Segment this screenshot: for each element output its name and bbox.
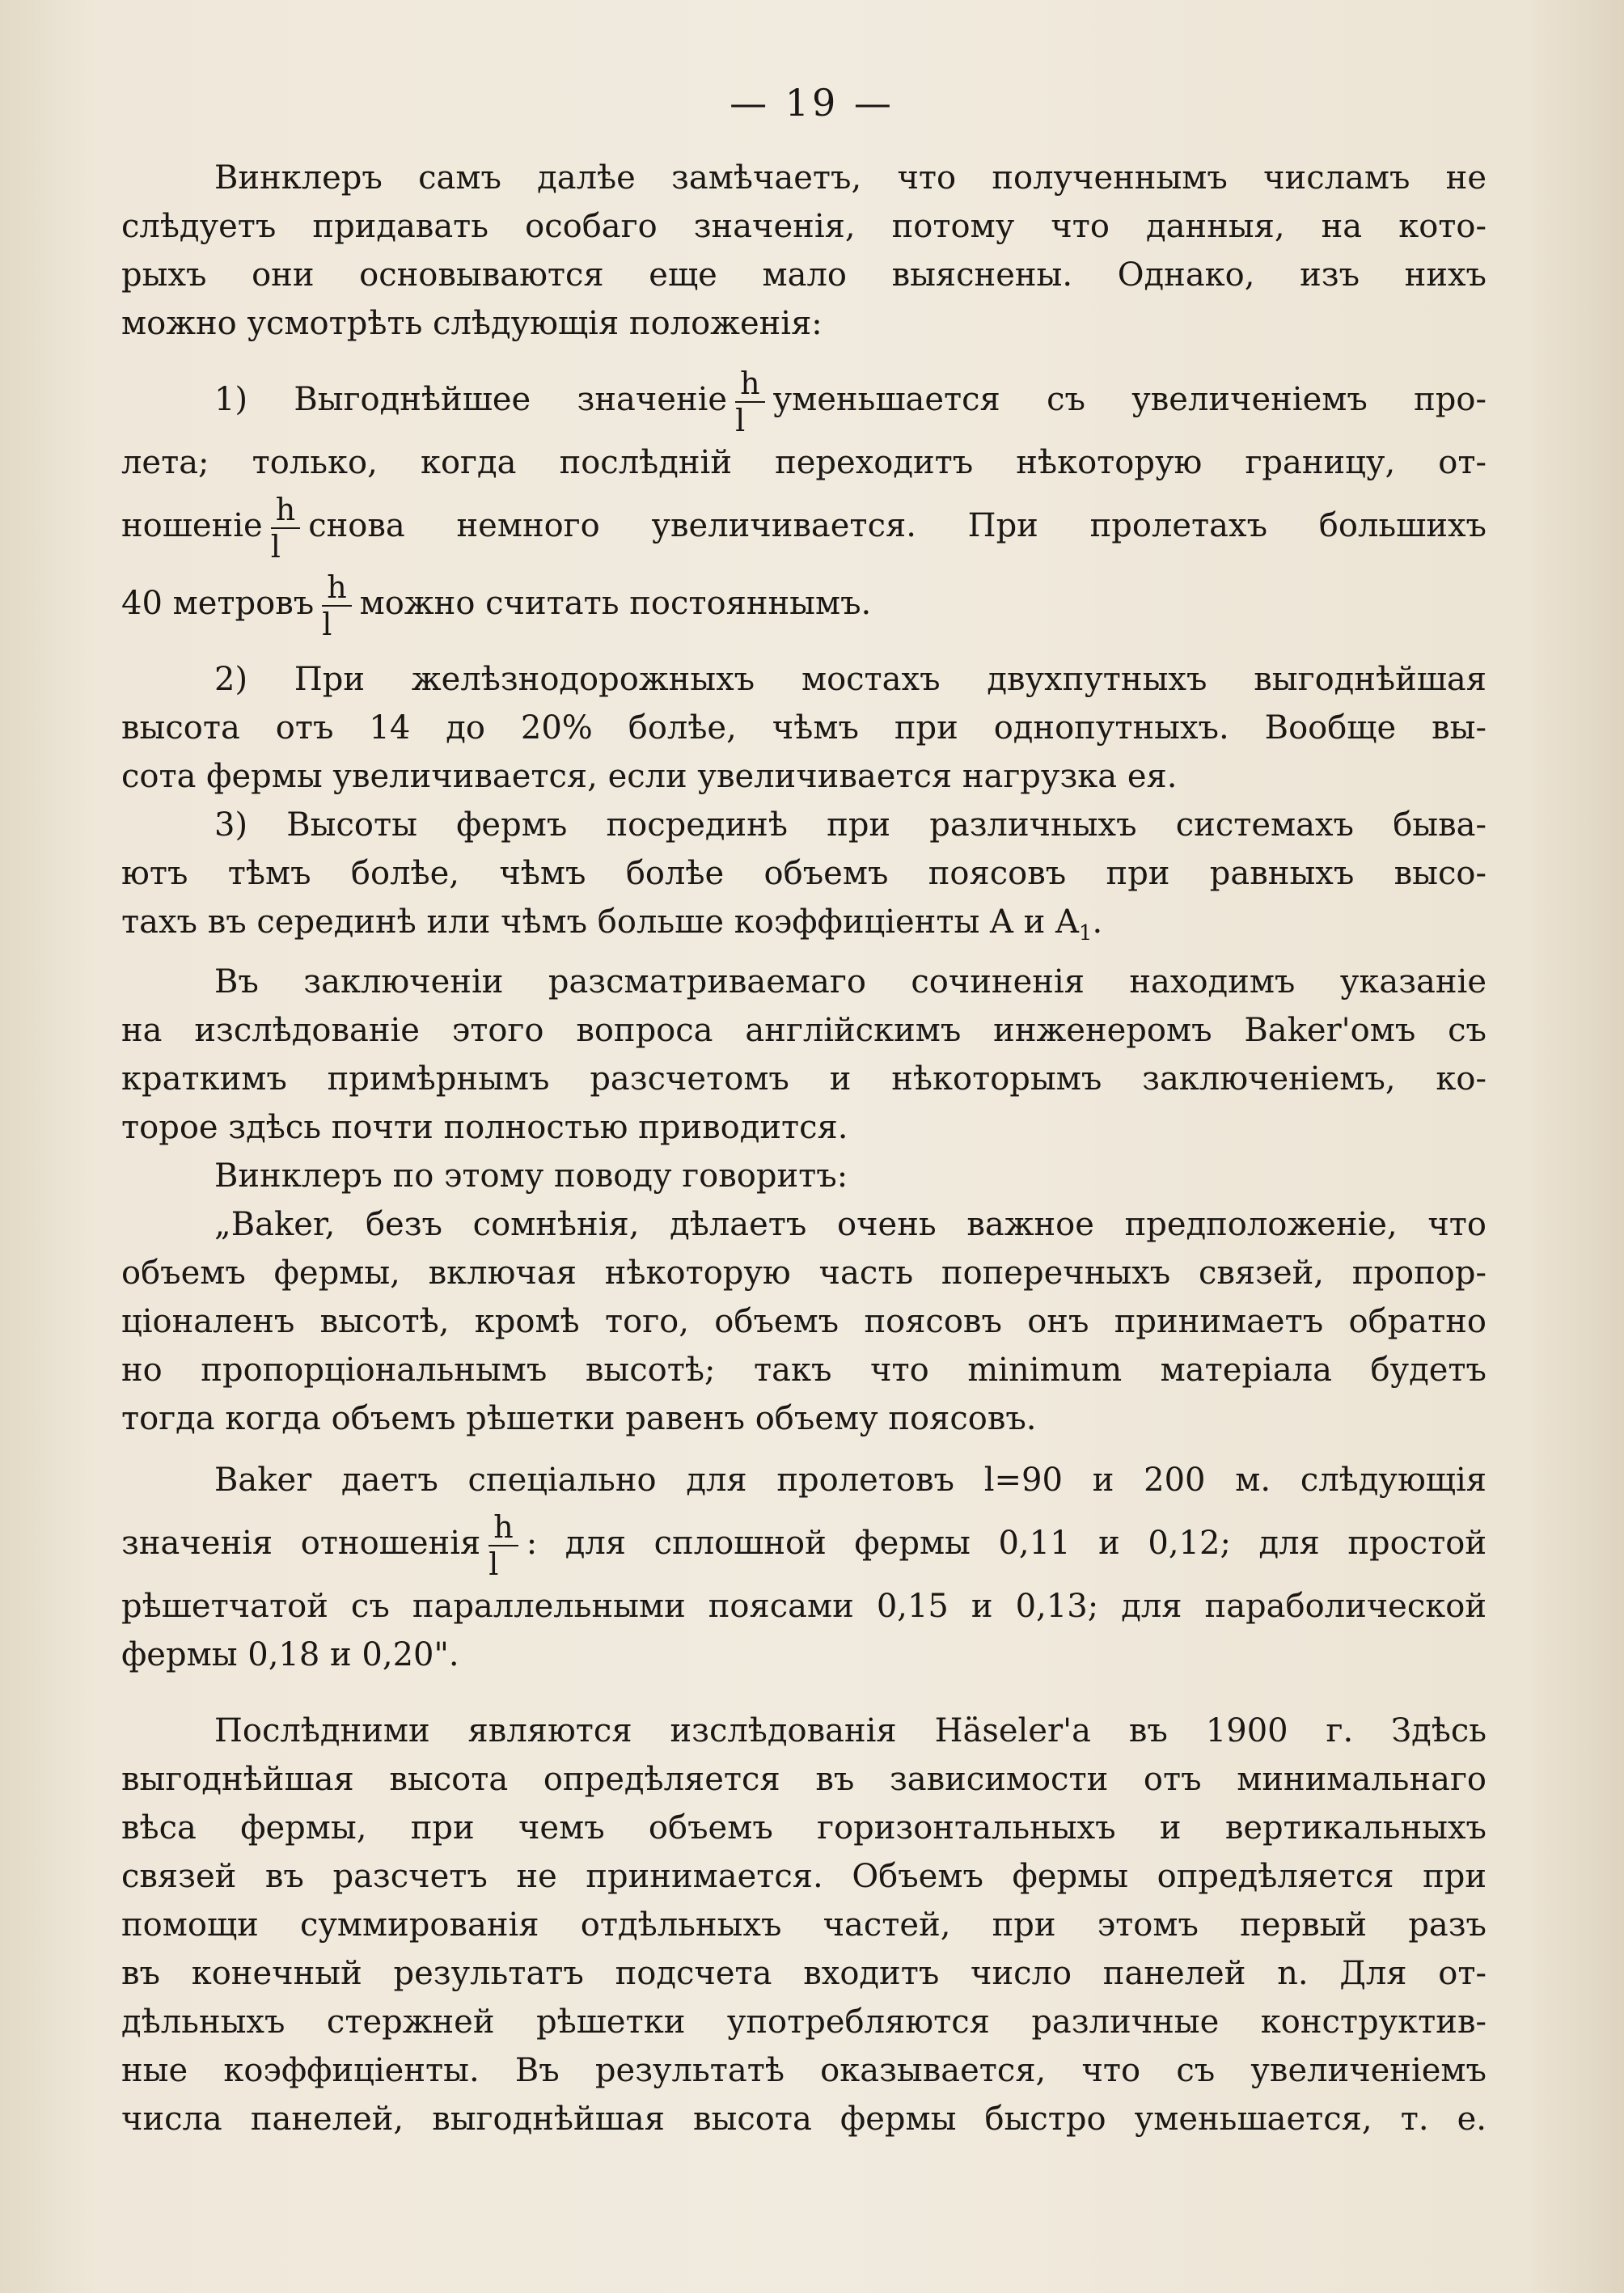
text-line: Винклеръ по этому поводу говоритъ: xyxy=(214,1157,848,1195)
text-line: сота фермы увеличивается, если увеличивается нагрузка ея. xyxy=(121,758,1178,795)
paragraph xyxy=(121,1152,1487,1200)
text-line: дѣльныхъ стержней рѣшетки употребляются различные конструктив- xyxy=(121,2003,1487,2041)
text-span: . xyxy=(1092,903,1103,941)
text-span: тахъ въ серединѣ или чѣмъ больше коэффиціенты A и A xyxy=(121,903,1079,941)
text-line: высота отъ 14 до 20% болѣе, чѣмъ при однопутныхъ. Вообще вы- xyxy=(121,709,1487,747)
fraction-denominator: l xyxy=(270,529,281,565)
text-line: ютъ тѣмъ болѣе, чѣмъ болѣе объемъ поясовъ при равныхъ высо- xyxy=(121,855,1487,892)
paragraph xyxy=(121,958,1487,1152)
fraction-numerator: h xyxy=(735,368,764,403)
text-span: : для сплошной фермы 0,11 и 0,12; для простой xyxy=(526,1525,1487,1562)
fraction-h-over-l xyxy=(270,492,300,565)
text-line: фермы 0,18 и 0,20". xyxy=(121,1636,459,1673)
paragraph xyxy=(121,801,1487,958)
text-line xyxy=(121,487,1487,565)
text-span: можно считать постояннымъ. xyxy=(359,585,872,622)
fraction-numerator: h xyxy=(322,572,351,607)
text-line xyxy=(121,361,1487,438)
fraction-h-over-l xyxy=(488,1509,518,1582)
text-line: слѣдуетъ придавать особаго значенія, потому что данныя, на кото- xyxy=(121,208,1487,245)
text-line: ные коэффиціенты. Въ результатѣ оказывается, что съ увеличеніемъ xyxy=(121,2052,1487,2089)
text-span: значенія отношенія xyxy=(121,1525,481,1562)
text-line: можно усмотрѣть слѣдующія положенія: xyxy=(121,305,823,342)
page-number: — 19 — xyxy=(730,81,894,125)
fraction-denominator: l xyxy=(735,403,746,438)
text-line: Baker даетъ спеціально для пролетовъ l=90 и 200 м. слѣдующія xyxy=(214,1462,1487,1499)
text-line: вѣса фермы, при чемъ объемъ горизонтальныхъ и вертикальныхъ xyxy=(121,1809,1487,1847)
text-line: краткимъ примѣрнымъ разсчетомъ и нѣкоторымъ заключеніемъ, ко- xyxy=(121,1060,1487,1098)
text-line: торое здѣсь почти полностью приводится. xyxy=(121,1109,848,1146)
text-line: Въ заключеніи разсматриваемаго сочиненія находимъ указаніе xyxy=(214,963,1487,1001)
text-line xyxy=(121,565,1487,642)
text-span: снова немного увеличивается. При пролетахъ большихъ xyxy=(308,507,1487,544)
paragraph xyxy=(121,655,1487,801)
text-line: на изслѣдованіе этого вопроса англійскимъ инженеромъ Baker'омъ съ xyxy=(121,1012,1487,1049)
body-text xyxy=(121,154,1487,2143)
text-line xyxy=(121,898,1487,958)
paragraph xyxy=(121,361,1487,642)
text-span: 40 метровъ xyxy=(121,585,315,622)
text-line: рыхъ они основываются еще мало выяснены. Однако, изъ нихъ xyxy=(121,256,1487,294)
text-line: выгоднѣйшая высота опредѣляется въ зависимости отъ минимальнаго xyxy=(121,1761,1487,1798)
text-line: помощи суммированія отдѣльныхъ частей, при этомъ первый разъ xyxy=(121,1906,1487,1944)
fraction-h-over-l xyxy=(735,368,764,436)
text-line: ціоналенъ высотѣ, кромѣ того, объемъ поясовъ онъ принимаетъ обратно xyxy=(121,1303,1487,1340)
text-line: „Baker, безъ сомнѣнія, дѣлаетъ очень важное предположеніе, что xyxy=(214,1206,1487,1243)
text-line: 3) Высоты фермъ посрединѣ при различныхъ системахъ быва- xyxy=(214,806,1487,844)
fraction-h-over-l xyxy=(322,569,351,642)
text-line: числа панелей, выгоднѣйшая высота фермы быстро уменьшается, т. е. xyxy=(121,2101,1487,2138)
text-span: ношеніе xyxy=(121,507,263,544)
text-span: 1) Выгоднѣйшее значеніе xyxy=(214,381,728,418)
text-line: 2) При желѣзнодорожныхъ мостахъ двухпутныхъ выгоднѣйшая xyxy=(214,661,1487,698)
text-line: но пропорціональнымъ высотѣ; такъ что minimum матеріала будетъ xyxy=(121,1352,1487,1389)
text-line: въ конечный результатъ подсчета входитъ число панелей n. Для от- xyxy=(121,1955,1487,1992)
text-span: уменьшается съ увеличеніемъ про- xyxy=(772,381,1487,418)
paragraph xyxy=(121,1456,1487,1679)
text-line: Послѣдними являются изслѣдованія Häseler'a въ 1900 г. Здѣсь xyxy=(214,1712,1487,1749)
paragraph xyxy=(121,1200,1487,1443)
text-line: связей въ разсчетъ не принимается. Объемъ фермы опредѣляется при xyxy=(121,1858,1487,1895)
paragraph xyxy=(121,154,1487,348)
text-line: объемъ фермы, включая нѣкоторую часть поперечныхъ связей, пропор- xyxy=(121,1254,1487,1292)
fraction-denominator: l xyxy=(488,1546,499,1582)
text-line: рѣшетчатой съ параллельными поясами 0,15 и 0,13; для параболической xyxy=(121,1588,1487,1625)
text-line xyxy=(121,1504,1487,1582)
fraction-denominator: l xyxy=(322,607,332,642)
paragraph xyxy=(121,1707,1487,2143)
subscript: 1 xyxy=(1078,921,1093,946)
text-line: тогда когда объемъ рѣшетки равенъ объему поясовъ. xyxy=(121,1400,1037,1437)
fraction-numerator: h xyxy=(488,1512,518,1546)
fraction-numerator: h xyxy=(271,494,300,529)
text-line: лета; только, когда послѣдній переходитъ нѣкоторую границу, от- xyxy=(121,444,1487,481)
text-line: Винклеръ самъ далѣе замѣчаетъ, что полученнымъ числамъ не xyxy=(214,159,1487,197)
